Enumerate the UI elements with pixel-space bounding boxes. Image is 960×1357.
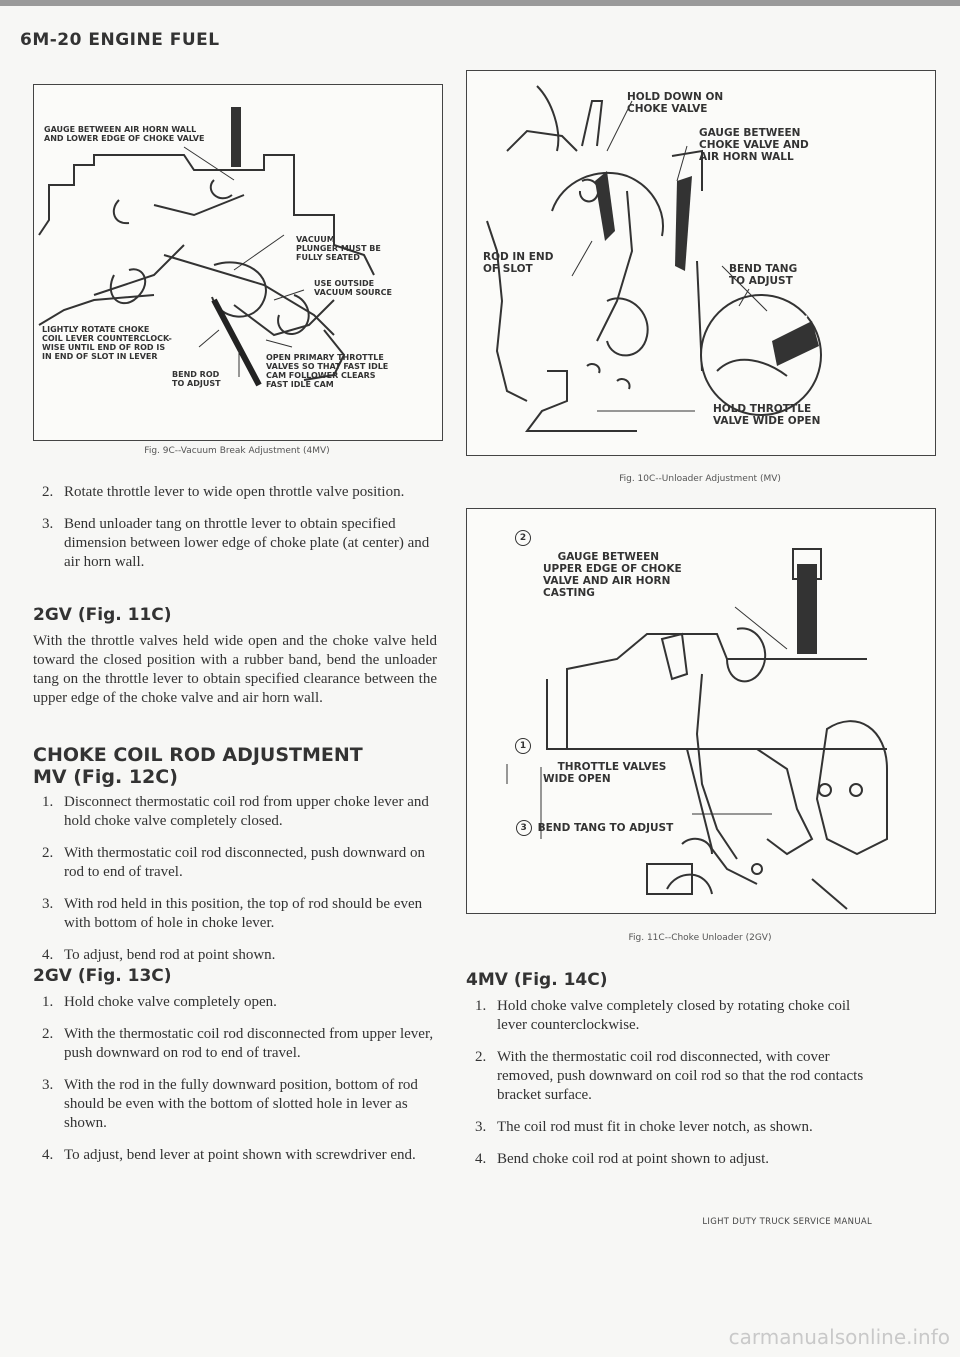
list-item: 3. The coil rod must fit in choke lever notch, as shown. <box>475 1119 813 1135</box>
label-hold-throttle: HOLD THROTTLE VALVE WIDE OPEN <box>713 403 821 427</box>
list-item: 2. Rotate throttle lever to wide open throttle valve position. <box>42 484 405 500</box>
steps-unloader-mv <box>36 483 436 585</box>
steps-mv-12c <box>36 793 436 978</box>
steps-2gv-13c <box>36 993 436 1178</box>
label-hold-down: HOLD DOWN ON CHOKE VALVE <box>627 91 724 115</box>
section-choke-coil-rod: CHOKE COIL ROD ADJUSTMENT MV (Fig. 12C) <box>33 744 363 788</box>
callout-1: 1 <box>515 738 531 754</box>
figure-10c-caption: Fig. 10C--Unloader Adjustment (MV) <box>619 474 781 484</box>
label-rod-in-end: ROD IN END OF SLOT <box>483 251 554 275</box>
callout-2: 2 <box>515 530 531 546</box>
figure-11c-caption: Fig. 11C--Choke Unloader (2GV) <box>628 933 772 943</box>
list-item: 2. With the thermostatic coil rod disconnected, with cover removed, push downward on coil rod so that the rod contacts bracket surface. <box>475 1049 864 1103</box>
list-item: 1. Hold choke valve completely closed by rotating choke coil lever counterclockwise. <box>475 998 851 1033</box>
label-gauge-between <box>519 527 682 611</box>
label-throttle: THROTTLE VALVES WIDE OPEN <box>543 761 667 785</box>
list-item: 3. With the rod in the fully downward position, bottom of rod should be even with the bottom of slotted hole in lever as shown. <box>42 1077 418 1131</box>
label-bend-tang <box>501 808 673 848</box>
list-item: 3. With rod held in this position, the top of rod should be even with bottom of hole in choke lever. <box>42 896 423 931</box>
list-item: 4. To adjust, bend rod at point shown. <box>42 947 276 963</box>
label-vacuum-plunger: VACUUM PLUNGER MUST BE FULLY SEATED <box>296 235 381 262</box>
list-item: 1. Hold choke valve completely open. <box>42 994 277 1010</box>
figure-10c <box>466 70 936 456</box>
list-item: 2. With thermostatic coil rod disconnected, push downward on rod to end of travel. <box>42 845 425 880</box>
section-2gv-11c: 2GV (Fig. 11C) <box>33 605 172 625</box>
callout-3: 3 <box>516 820 532 836</box>
paragraph-2gv: With the throttle valves held wide open and the choke valve held toward the closed position with a rubber band, bend the unloader tang on the throttle lever to obtain specified clearance between the upper edge of the choke valve and air horn wall. <box>33 633 437 706</box>
label-open-primary: OPEN PRIMARY THROTTLE VALVES SO THAT FAST IDLE CAM FOLLOWER CLEARS FAST IDLE CAM <box>266 353 389 389</box>
section-4mv-14c: 4MV (Fig. 14C) <box>466 970 608 990</box>
label-bend: BEND TANG TO ADJUST <box>537 822 674 834</box>
figure-11c-drawing <box>467 509 935 913</box>
page-header: 6M-20 ENGINE FUEL <box>20 30 220 50</box>
label-outside-source: USE OUTSIDE VACUUM SOURCE <box>314 279 393 297</box>
figure-9c <box>33 84 443 441</box>
label-bend-rod: BEND ROD TO ADJUST <box>172 370 221 388</box>
label-gauge: GAUGE BETWEEN CHOKE VALVE AND AIR HORN WALL <box>699 127 809 163</box>
label-gauge: GAUGE BETWEEN AIR HORN WALL AND LOWER EDGE OF CHOKE VALVE <box>44 125 205 143</box>
label-gauge: GAUGE BETWEEN UPPER EDGE OF CHOKE VALVE AND AIR HORN CASTING <box>543 551 682 599</box>
list-item: 2. With the thermostatic coil rod disconnected from upper lever, push downward on rod to end of travel. <box>42 1026 434 1061</box>
watermark: carmanualsonline.info <box>728 1325 950 1349</box>
figure-9c-caption: Fig. 9C--Vacuum Break Adjustment (4MV) <box>144 446 330 456</box>
label-rotate-choke: LIGHTLY ROTATE CHOKE COIL LEVER COUNTERCLOCK- WISE UNTIL END OF ROD IS IN END OF SLOT IN LEVER <box>42 325 172 361</box>
top-rule <box>0 0 960 6</box>
page-footer: LIGHT DUTY TRUCK SERVICE MANUAL <box>702 1217 872 1227</box>
figure-11c <box>466 508 936 914</box>
list-item: 3. Bend unloader tang on throttle lever to obtain specified dimension between lower edge of choke plate (at center) and air horn wall. <box>42 516 430 570</box>
list-item: 4. Bend choke coil rod at point shown to adjust. <box>475 1151 770 1167</box>
list-item: 4. To adjust, bend lever at point shown with screwdriver end. <box>42 1147 416 1163</box>
section-2gv-13c: 2GV (Fig. 13C) <box>33 966 172 986</box>
label-throttle-open <box>519 737 667 797</box>
list-item: 1. Disconnect thermostatic coil rod from upper choke lever and hold choke valve completely closed. <box>42 794 429 829</box>
label-bend-tang: BEND TANG TO ADJUST <box>729 263 798 287</box>
steps-4mv-14c <box>469 997 869 1182</box>
